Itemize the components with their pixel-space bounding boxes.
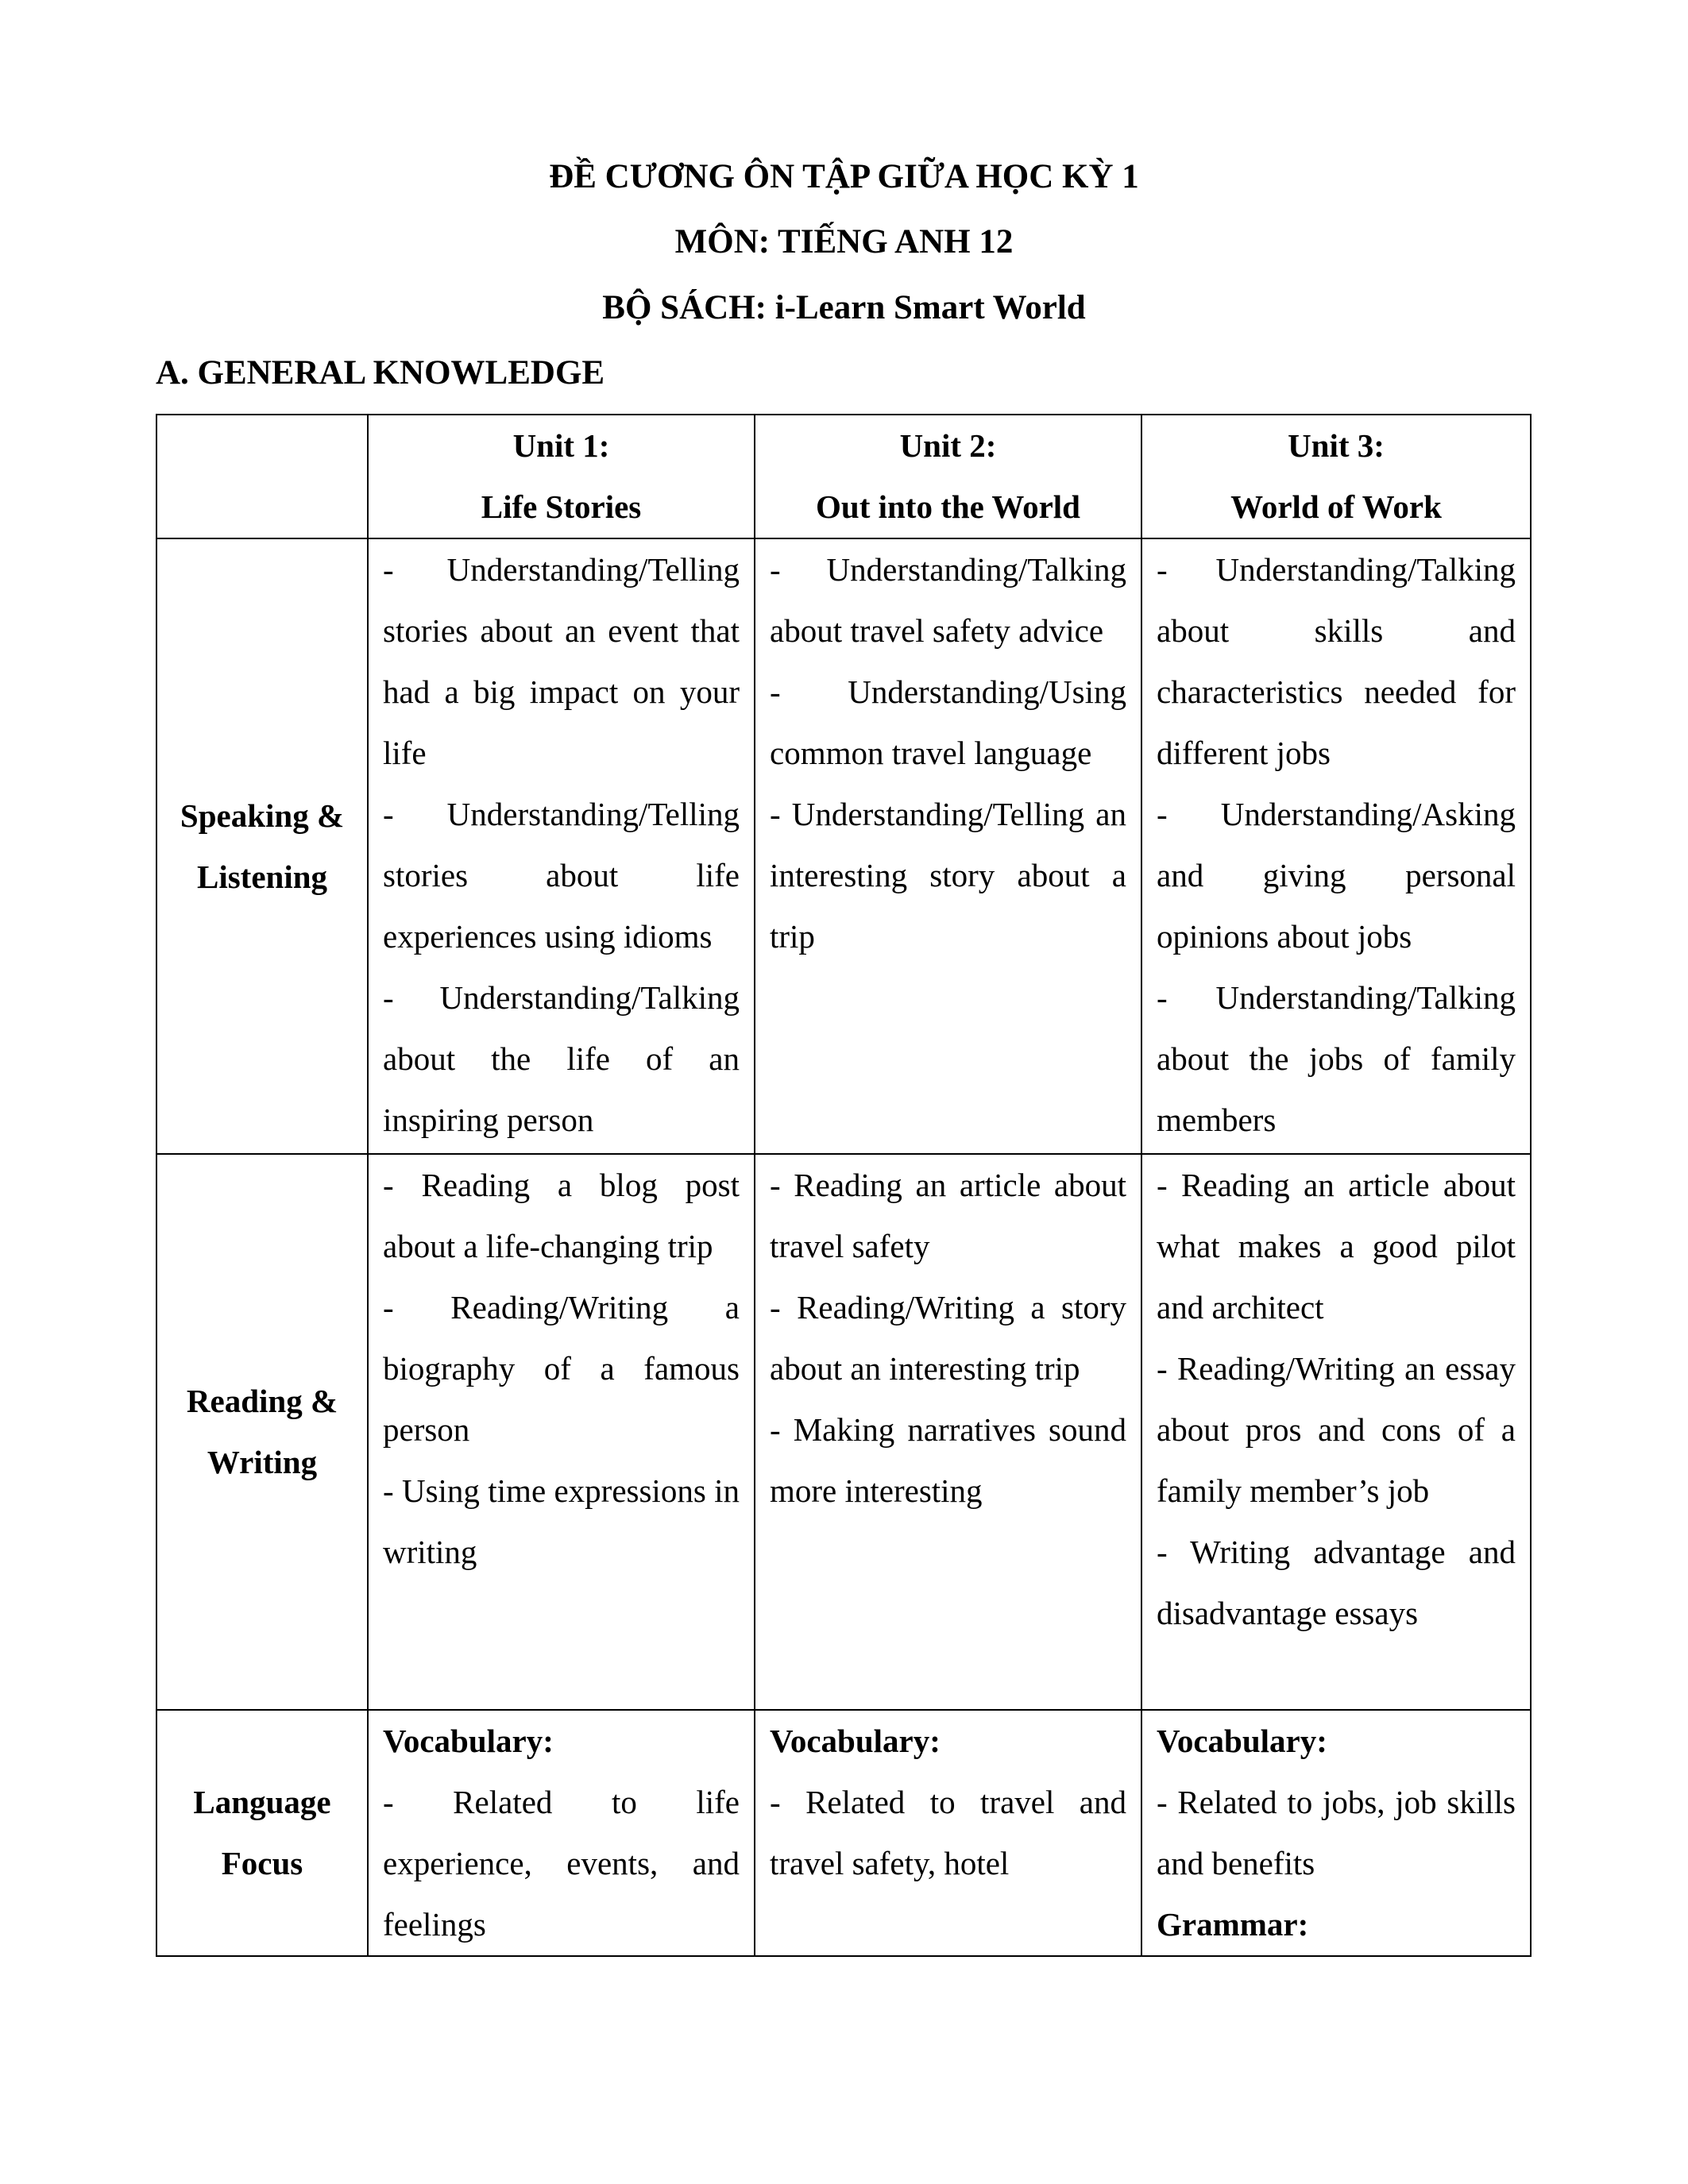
cell-item: - Related to jobs, job skills and benefits: [1157, 1784, 1516, 1881]
row-label: [156, 538, 368, 1154]
cell-item: - Understanding/Talking about travel safety advice: [770, 551, 1126, 649]
document-title: ĐỀ CƯƠNG ÔN TẬP GIỮA HỌC KỲ 1: [549, 158, 1139, 195]
cell-item: - Reading/Writing a story about an interesting trip: [770, 1289, 1126, 1387]
table-cell: [1141, 538, 1531, 1154]
unit-name: Out into the World: [816, 488, 1080, 525]
cell-item: - Making narratives sound more interesting: [770, 1411, 1126, 1509]
row-label-line: Focus: [221, 1845, 303, 1881]
cell-item: - Understanding/Telling an interesting story about a trip: [770, 796, 1126, 955]
cell-item: - Writing advantage and disadvantage essays: [1157, 1534, 1516, 1631]
cell-subheading: Grammar:: [1157, 1906, 1309, 1943]
row-label-line: Listening: [196, 858, 328, 895]
cell-item: - Reading an article about travel safety: [770, 1167, 1126, 1264]
cell-item: - Understanding/Telling stories about life experiences using idioms: [383, 796, 740, 955]
table-cell: [368, 1154, 755, 1710]
table-header-row: [156, 415, 1531, 538]
book-line: BỘ SÁCH: i-Learn Smart World: [602, 289, 1086, 326]
cell-item: - Understanding/Talking about the life of an inspiring person: [383, 979, 740, 1138]
table-cell: [368, 1710, 755, 1956]
empty-header-cell: [156, 415, 368, 538]
cell-item: - Reading a blog post about a life-changing trip: [383, 1167, 740, 1264]
cell-item: - Understanding/Talking about skills and characteristics needed for different jobs: [1157, 551, 1516, 771]
row-label-line: Writing: [207, 1444, 318, 1480]
table-cell: [755, 1710, 1141, 1956]
table-row: [156, 1154, 1531, 1710]
unit-name: World of Work: [1230, 488, 1442, 525]
cell-subheading: Vocabulary:: [383, 1723, 554, 1759]
row-label: [156, 1154, 368, 1710]
table-row: [156, 538, 1531, 1154]
table-row: [156, 1710, 1531, 1956]
cell-item: - Reading an article about what makes a good pilot and architect: [1157, 1167, 1516, 1325]
unit-header: [755, 415, 1141, 538]
row-label: [156, 1710, 368, 1956]
subject-line: MÔN: TIẾNG ANH 12: [674, 223, 1014, 260]
cell-subheading: Vocabulary:: [1157, 1723, 1327, 1759]
knowledge-table: [156, 414, 1532, 1957]
table-cell: [1141, 1710, 1531, 1956]
unit-name: Life Stories: [481, 488, 642, 525]
table-cell: [755, 1154, 1141, 1710]
unit-number: Unit 1:: [512, 427, 610, 464]
table-cell: [755, 538, 1141, 1154]
cell-item: - Understanding/Asking and giving personal opinions about jobs: [1157, 796, 1516, 955]
cell-item: - Understanding/Using common travel language: [770, 673, 1126, 771]
cell-item: - Related to travel and travel safety, hotel: [770, 1784, 1126, 1881]
row-label-line: Language: [193, 1784, 331, 1820]
unit-number: Unit 3:: [1288, 427, 1385, 464]
cell-item: - Using time expressions in writing: [383, 1472, 740, 1570]
unit-header: [368, 415, 755, 538]
cell-item: - Reading/Writing a biography of a famous person: [383, 1289, 740, 1448]
unit-header: [1141, 415, 1531, 538]
table-cell: [1141, 1154, 1531, 1710]
section-title: A. GENERAL KNOWLEDGE: [156, 354, 605, 392]
row-label-line: Speaking &: [180, 797, 345, 834]
cell-subheading: Vocabulary:: [770, 1723, 941, 1759]
cell-item: - Reading/Writing an essay about pros and cons of a family member’s job: [1157, 1350, 1516, 1509]
cell-item: - Related to life experience, events, and feelings: [383, 1784, 740, 1943]
table-cell: [368, 538, 755, 1154]
unit-number: Unit 2:: [899, 427, 997, 464]
row-label-line: Reading &: [186, 1383, 338, 1419]
cell-item: - Understanding/Telling stories about an event that had a big impact on your life: [383, 551, 740, 771]
cell-item: - Understanding/Talking about the jobs of family members: [1157, 979, 1516, 1138]
